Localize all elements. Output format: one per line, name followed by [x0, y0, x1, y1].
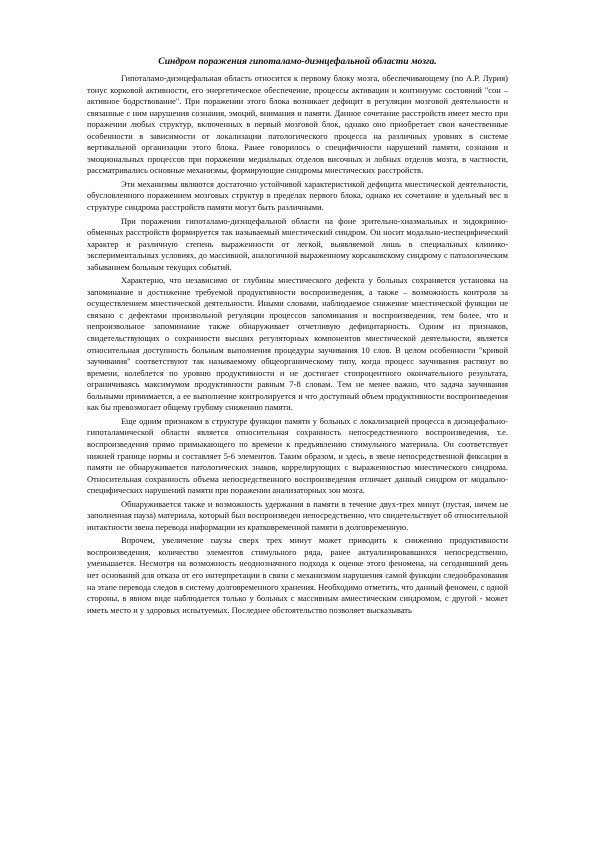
paragraph: Еще одним признаком в структуре функции памяти у больных с локализацией процесса в диэнцефально-гипоталамической области является относительная сохранность непосредственного воспроизведения, т.е. воспроизведения прямо примыкающего по времени к предъявлению стимульного материала. Он соответствует нижней границе нормы и составляет 5-6 элементов. Таким образом, и здесь, в звене непосредственной фиксации в памяти не обнаруживается патологических знаков, коррелирующих с выраженностью мнестического синдрома. Относительная сохранность объема непосредственного воспроизведения отличает данный синдром от модально-специфических нарушений памяти при поражении анализаторных зон мозга. [87, 415, 508, 496]
paragraph: При поражении гипоталамо-диэнцефальной области на фоне зрительно-хиазмальных и эндокринно-обменных расстройств формируется так называемый мнестический синдром. Он носит модально-неспецифический характер и различную степень выраженности от легкой, выявляемой лишь в специальных клинико-экспериментальных условиях, до массивной, аналогичной выраженному корсаковскому синдрому с патологическим забыванием больным текущих событий. [87, 215, 508, 272]
paragraph: Впрочем, увеличение паузы сверх трех минут может приводить к снижению продуктивности воспроизведения, количество элементов стимульного ряда, ранее актуализировавшихся непосредственно, уменьшается. Несмотря на возможность неоднозначного подхода к оценке этого феномена, на сегодняшний день нет оснований для отказа от его интерпретации в связи с механизмом нарушения самой функции следообразования на этапе перевода следов в систему долговременного хранения. Необходимо отметить, что данный феномен, с одной стороны, в явном виде наблюдается только у больных с массивным амнестическим синдромом, с другой - может иметь место и у здоровых испытуемых. Последнее обстоятельство позволяет высказывать [87, 535, 508, 615]
paragraph: Гипоталамо-диэнцефальная область относится к первому блоку мозга, обеспечивающему (по А.Р. Лурия) тонус корковой активности, его энергетическое обеспечение, процессы активации и континуумс состояний "сон – активное бодрствование". При поражении этого блока возникает дефицит в регуляции мозговой деятельности и связанные с ним нарушения сознания, эмоций, внимания и памяти. Данное сочетание расстройств имеет место при поражении любых структур, включенных в первый мозговой блок, однако оно приобретает свои качественные особенности в зависимости от локализации патологического процесса на различных уровнях в системе вертикальной организации этого блока. Ранее говорилось о специфичности нарушений памяти, сознания и эмоциональных процессов при поражении медиальных отделов височных и лобных отделов мозга, в частности, рассматривались основные механизмы, формирующие синдромы мнестических расстройств. [87, 73, 508, 176]
paragraph: Эти механизмы являются достаточно устойчивой характеристикой дефицита мнестической деятельности, обусловленного поражением мозговых структур в пределах первого блока, однако их сочетание и удельный вес в структуре синдрома расстройств памяти могут быть различными. [87, 178, 508, 213]
paragraph: Обнаруживается также и возможность удержания в памяти в течение двух-трех минут (пустая, ничем не заполненная пауза) материала, который был воспроизведен непосредственно, что свидетельствует об относительной интактности звена перевода информации из кратковременной памяти в долговременную. [87, 498, 508, 532]
document-title: Синдром поражения гипоталамо-диэнцефальной области мозга. [158, 56, 437, 67]
paragraph: Характерно, что независимо от глубины мнестического дефекта у больных сохраняется установка на запоминание и достижение требуемой продуктивности воспроизведения, а также – возможность контроля за осуществлением мнестической деятельности. Иными словами, наблюдаемое снижение мнестической функции не связано с дефектами произвольной регуляции процессов запоминания и воспроизведения, тем более, что и непроизвольное запоминание также обнаруживает отчетливую дефицитарность. Одним из признаков, свидетельствующих о сохранности высших регуляторных компонентов мнестической деятельности, является относительная доступность больным выполнения процедуры заучивания 10 слов. В целом особенности "кривой заучивания" соответствуют так называемому общеорганическому типу, когда процесс заучивания растянут во времени, колеблется по уровню продуктивности и не достигает стопроцентного окончательного результата, ограничиваясь максимумом продуктивности равным 7-8 словам. Тем не менее важно, что задача заучивания больными принимается, а ее выполнение контролируется и что доступный объем продуктивности воспроизведения как бы превозмогает общему грубому снижению памяти. [87, 275, 508, 413]
